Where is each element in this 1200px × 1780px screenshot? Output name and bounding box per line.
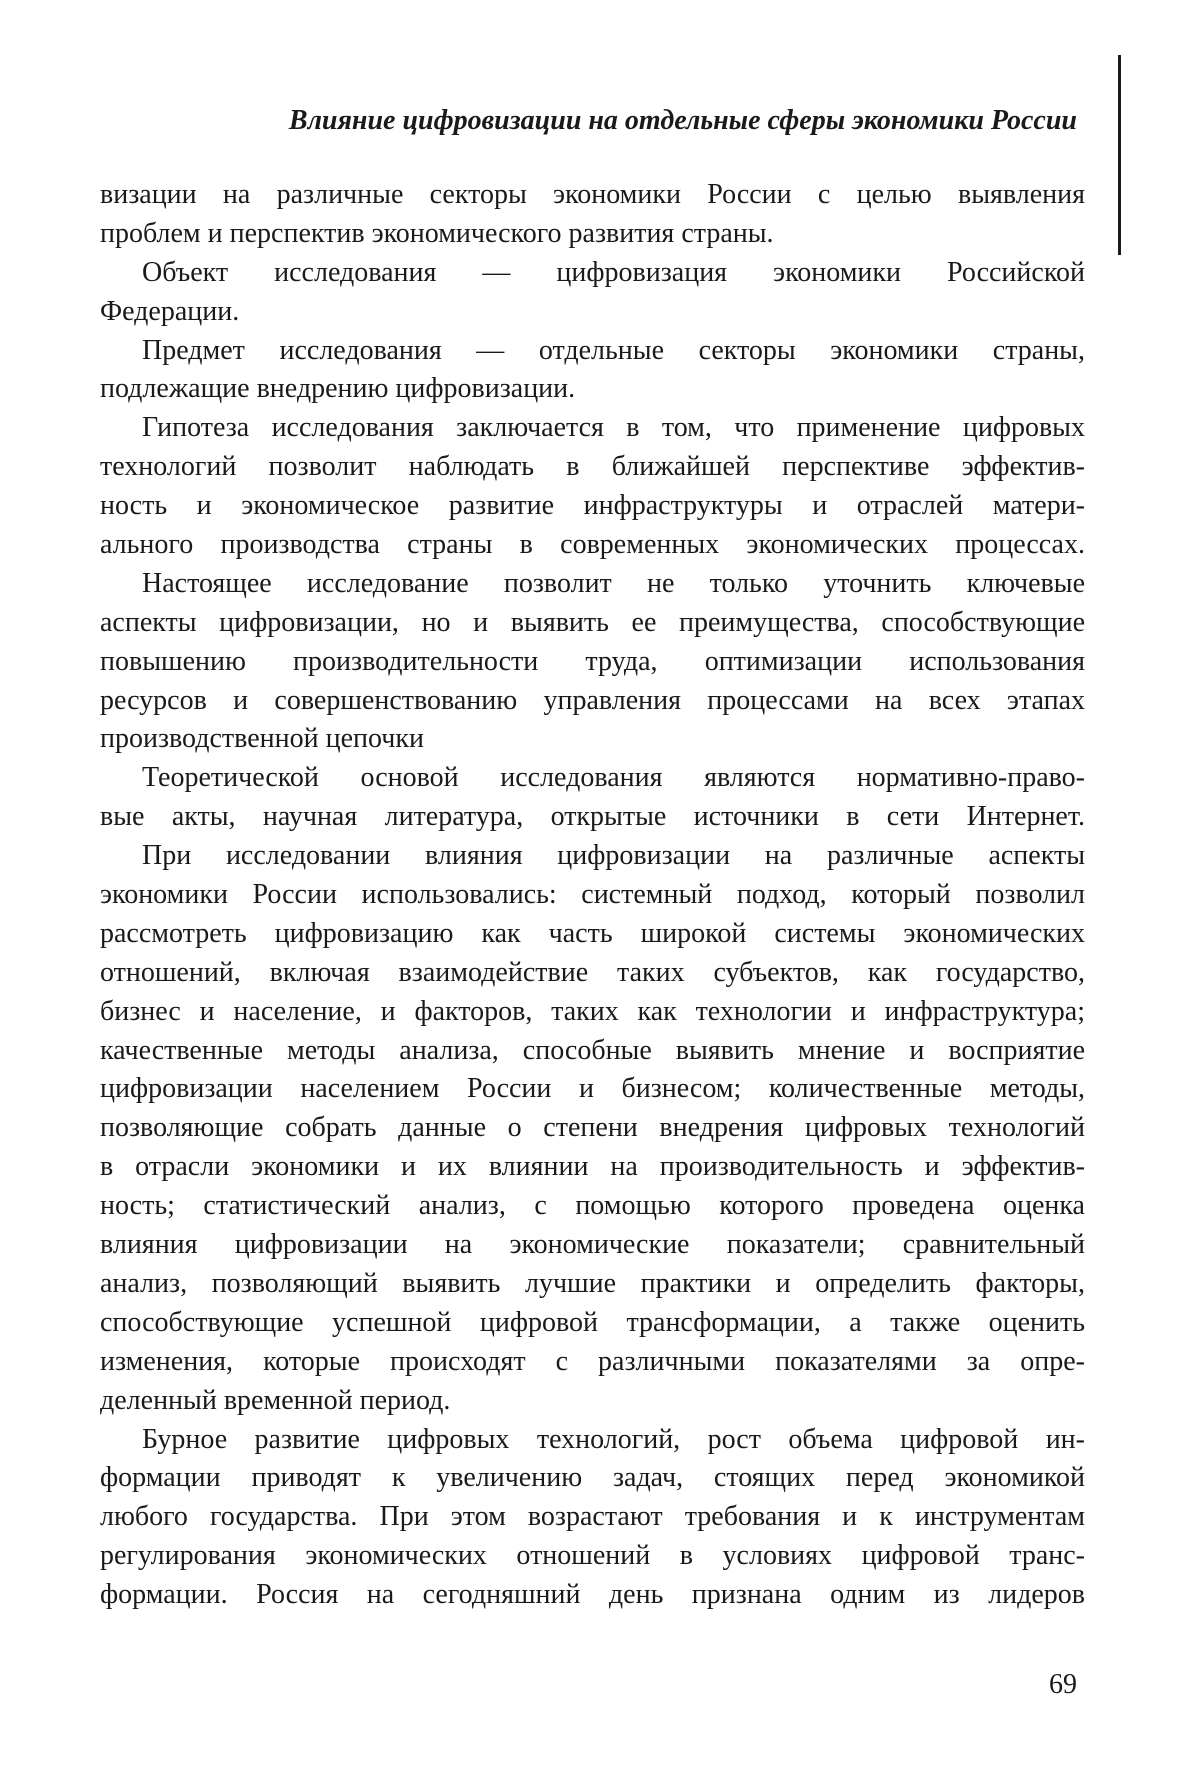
text-line: Теоретической основой исследования являются нормативно-право- <box>142 762 1085 794</box>
text-line: регулирования экономических отношений в условиях цифровой транс- <box>100 1540 1085 1572</box>
text-line: цифровизации населением России и бизнесом; количественные методы, <box>100 1073 1085 1105</box>
text-line: деленный временной период. <box>100 1384 451 1416</box>
body-text <box>100 176 1085 1615</box>
text-line: ресурсов и совершенствованию управления процессами на всех этапах <box>100 684 1085 716</box>
text-line: ность; статистический анализ, с помощью которого проведена оценка <box>100 1190 1085 1222</box>
text-line: Федерации. <box>100 295 240 327</box>
text-line: аспекты цифровизации, но и выявить ее преимущества, способствующие <box>100 606 1085 638</box>
text-line: влияния цифровизации на экономические показатели; сравнительный <box>100 1229 1085 1261</box>
page-number: 69 <box>1049 1669 1077 1700</box>
text-line: бизнес и население, и факторов, таких как технологии и инфраструктура; <box>100 995 1085 1027</box>
text-line: способствующие успешной цифровой трансформации, а также оценить <box>100 1306 1085 1338</box>
text-line: визации на различные секторы экономики России с целью выявления <box>100 179 1085 210</box>
text-line: рассмотреть цифровизацию как часть широкой системы экономических <box>100 917 1085 949</box>
text-line: Предмет исследования — отдельные секторы экономики страны, <box>142 334 1085 366</box>
text-line: производственной цепочки <box>100 723 424 755</box>
text-line: повышению производительности труда, оптимизации использования <box>100 645 1085 677</box>
text-line: Гипотеза исследования заключается в том, что применение цифровых <box>142 412 1085 444</box>
text-line: подлежащие внедрению цифровизации. <box>100 373 576 405</box>
text-line: отношений, включая взаимодействие таких субъектов, как государство, <box>100 956 1085 988</box>
text-line: формации. Россия на сегодняшний день признана одним из лидеров <box>100 1579 1085 1611</box>
margin-rule <box>1118 55 1121 255</box>
text-line: анализ, позволяющий выявить лучшие практики и определить факторы, <box>100 1267 1085 1299</box>
text-line: ального производства страны в современных экономических процессах. <box>100 529 1085 561</box>
text-line: Объект исследования — цифровизация экономики Российской <box>142 256 1085 288</box>
text-line: Настоящее исследование позволит не только уточнить ключевые <box>142 567 1085 599</box>
text-line: позволяющие собрать данные о степени внедрения цифровых технологий <box>100 1112 1085 1144</box>
text-line: При исследовании влияния цифровизации на различные аспекты <box>142 840 1085 872</box>
text-line: любого государства. При этом возрастают требования и к инструментам <box>100 1501 1085 1533</box>
text-line: технологий позволит наблюдать в ближайшей перспективе эффектив- <box>100 451 1085 483</box>
text-line: формации приводят к увеличению задач, стоящих перед экономикой <box>100 1462 1085 1494</box>
running-header: Влияние цифровизации на отдельные сферы экономики России <box>288 105 1077 136</box>
text-line: изменения, которые происходят с различными показателями за опре- <box>100 1345 1085 1377</box>
text-line: экономики России использовались: системный подход, который позволил <box>100 879 1085 911</box>
text-line: вые акты, научная литература, открытые источники в сети Интернет. <box>100 801 1085 833</box>
text-line: ность и экономическое развитие инфраструктуры и отраслей матери- <box>100 490 1085 522</box>
text-line: Бурное развитие цифровых технологий, рост объема цифровой ин- <box>142 1423 1085 1455</box>
text-line: в отрасли экономики и их влиянии на производительность и эффектив- <box>100 1151 1085 1183</box>
text-line: качественные методы анализа, способные выявить мнение и восприятие <box>100 1034 1085 1066</box>
text-line: проблем и перспектив экономического развития страны. <box>100 217 774 249</box>
